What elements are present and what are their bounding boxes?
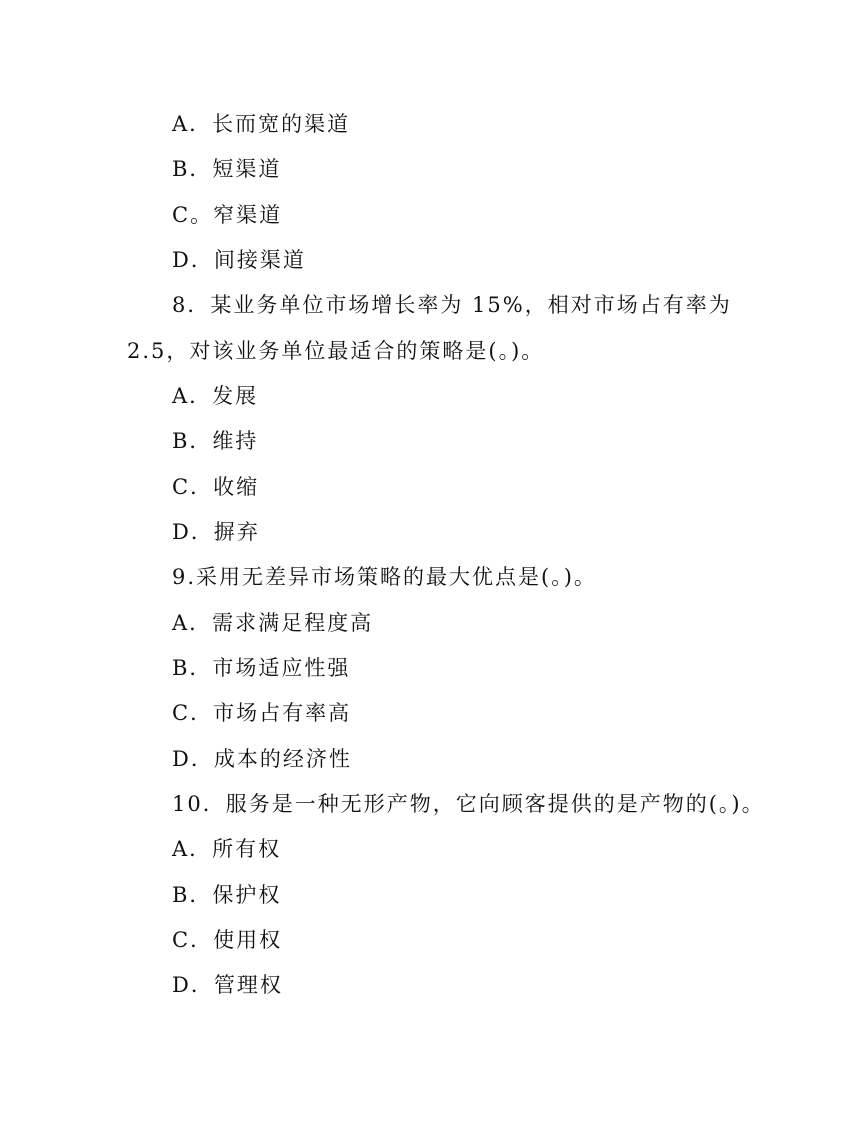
q8-option-d: D．摒弃 [172,520,260,544]
q10-option-c: C．使用权 [172,928,283,952]
q7-option-d: D．间接渠道 [172,248,306,272]
q10-stem: 10．服务是一种无形产物，它向顾客提供的是产物的(。)。 [172,792,765,816]
q8-option-a: A．发展 [172,384,259,408]
q9-option-c: C．市场占有率高 [172,701,352,725]
q9-stem: 9.采用无差异市场策略的最大优点是(。)。 [172,565,597,589]
q8-option-b: B．维持 [172,429,259,453]
q10-option-b: B．保护权 [172,883,282,907]
q8-stem-line2: 2.5，对该业务单位最适合的策略是(。)。 [127,339,545,363]
q9-option-d: D．成本的经济性 [172,747,352,771]
q7-option-b: B．短渠道 [172,157,282,181]
q10-option-a: A．所有权 [172,837,282,861]
q9-option-a: A．需求满足程度高 [172,611,374,635]
q8-option-c: C．收缩 [172,475,260,499]
q10-option-d: D．管理权 [172,973,283,997]
q9-option-b: B．市场适应性强 [172,656,351,680]
q7-option-a: A．长而宽的渠道 [172,112,351,136]
q7-option-c: C。窄渠道 [172,203,283,227]
q8-stem-line1: 8．某业务单位市场增长率为 15%，相对市场占有率为 [172,293,732,317]
